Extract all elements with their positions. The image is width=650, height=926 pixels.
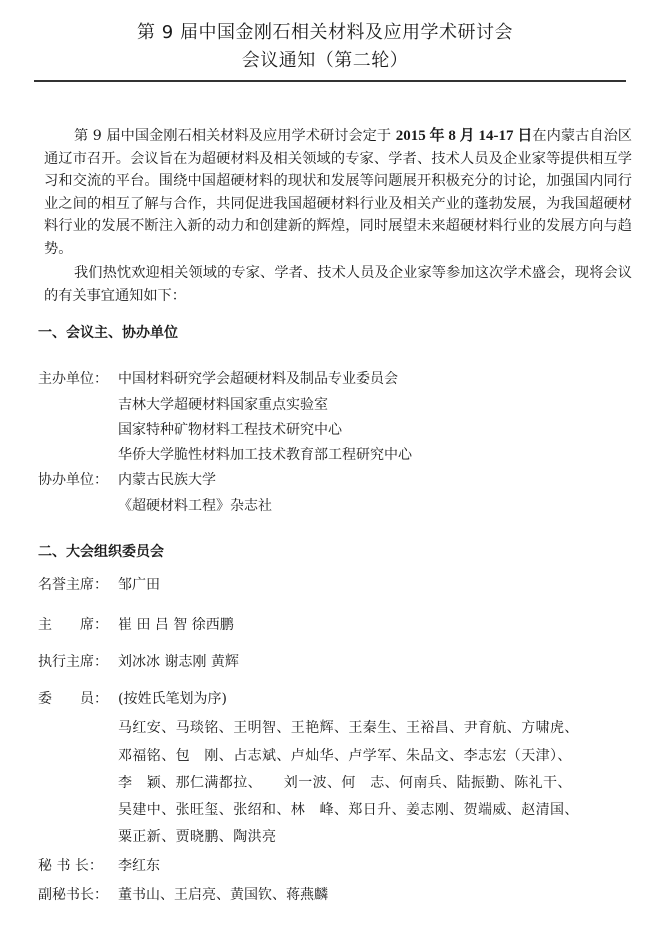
intro-paragraph — [44, 125, 632, 260]
host-item: 国家特种矿物材料工程技术研究中心 — [118, 422, 342, 438]
executive-chair: 刘冰冰 谢志刚 黄辉 — [118, 654, 239, 670]
member-line: 邓福铭、包 刚、占志斌、卢灿华、卢学军、朱品文、李志宏（天津）、 — [118, 748, 572, 764]
deputy-secretary-label: 副秘书长： — [38, 887, 108, 903]
section-heading-organizers: 一、会议主、协办单位 — [38, 325, 178, 341]
host-item: 中国材料研究学会超硬材料及制品专业委员会 — [118, 371, 398, 387]
secretary-general: 李红东 — [118, 858, 160, 874]
member-line: 吴建中、张旺玺、张绍和、林 峰、郑日升、姜志刚、贺端威、赵清国、 — [118, 802, 579, 818]
member-line: 粟正新、贾晓鹏、陶洪亮 — [118, 829, 277, 845]
host-item: 华侨大学脆性材料加工技术教育部工程研究中心 — [118, 447, 412, 463]
member-line: 李 颖、那仁满都拉、 刘一波、何 志、何南兵、陆振勤、陈礼干、 — [118, 775, 572, 791]
document-title: 第 9 届中国金刚石相关材料及应用学术研讨会 — [137, 22, 513, 43]
members-note: (按姓氏笔划为序) — [118, 691, 227, 707]
cohost-item: 内蒙古民族大学 — [118, 472, 216, 488]
chair-label: 主 席： — [38, 617, 108, 633]
host-item: 吉林大学超硬材料国家重点实验室 — [118, 397, 328, 413]
title-divider — [34, 80, 626, 82]
welcome-paragraph: 我们热忱欢迎相关领域的专家、学者、技术人员及企业家等参加这次学术盛会，现将会议的有关事宜通知如下： — [44, 265, 632, 304]
intro-text-end: 在内蒙古自治区通辽市召开。会议旨在为超硬材料及相关领域的专家、学者、技术人员及企业家等提供相互学习和交流的平台。围绕中国超硬材料的现状和发展等问题展开积极充分的讨论，加强国内同行业之间的相互了解与合作，共同促进我国超硬材料行业及相关产业的蓬勃发展，为我国超硬材料行业的发展不断注入新的动力和创建新的辉煌，同时展望未来超硬材料行业的发展方向与趋势。 — [44, 128, 632, 257]
members-label: 委 员： — [38, 691, 108, 707]
section-heading-committee: 二、大会组织委员会 — [38, 544, 164, 560]
intro-text-start: 第 9 届中国金刚石相关材料及应用学术研讨会定于 — [74, 128, 396, 144]
secretary-general-label: 秘 书 长： — [38, 858, 103, 874]
honorary-chair: 邹广田 — [118, 577, 160, 593]
cohost-item: 《超硬材料工程》杂志社 — [118, 498, 272, 514]
meeting-date: 2015 年 8 月 14-17 日 — [395, 128, 533, 144]
chair: 崔 田 吕 智 徐西鹏 — [118, 617, 234, 633]
cohost-label: 协办单位： — [38, 472, 108, 488]
member-line: 马红安、马琰铭、王明智、王艳辉、王秦生、王裕昌、尹育航、方啸虎、 — [118, 720, 579, 736]
deputy-secretaries: 董书山、王启亮、黄国钦、蒋燕麟 — [118, 887, 328, 903]
host-label: 主办单位： — [38, 371, 108, 387]
honorary-chair-label: 名誉主席： — [38, 577, 108, 593]
document-subtitle: 会议通知（第二轮） — [241, 50, 409, 71]
executive-chair-label: 执行主席： — [38, 654, 108, 670]
